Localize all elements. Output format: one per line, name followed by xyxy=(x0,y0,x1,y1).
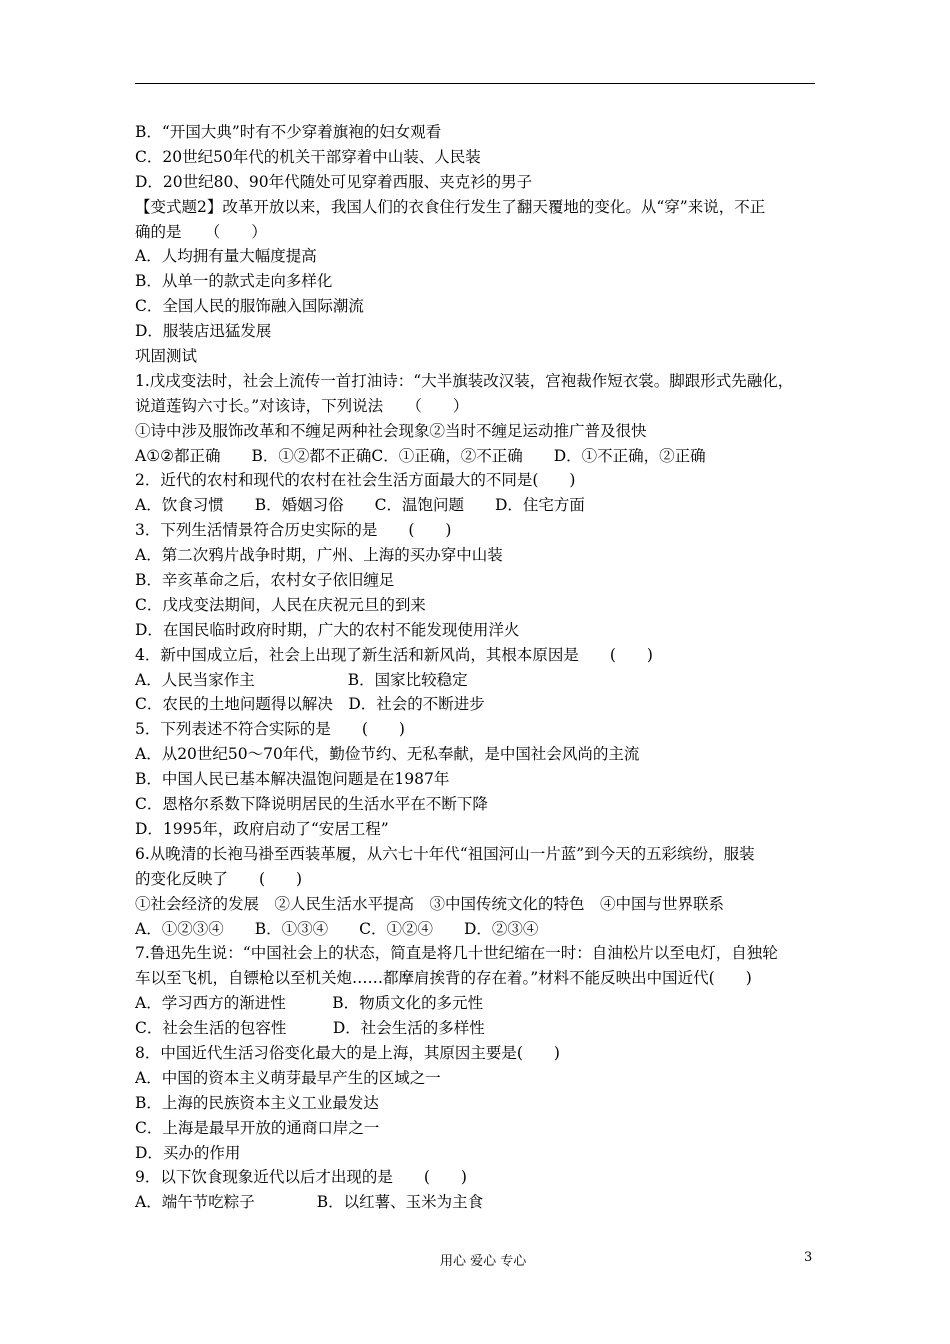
text-line: 2．近代的农村和现代的农村在社会生活方面最大的不同是( ) xyxy=(135,471,576,490)
text-line: A．人民当家作主 B．国家比较稳定 xyxy=(135,670,468,689)
text-line: 7.鲁迅先生说：“中国社会上的状态，简直是将几十世纪缩在一时：自油松片以至电灯，自独轮 xyxy=(135,944,778,963)
text-line: B．“开国大典”时有不少穿着旗袍的妇女观看 xyxy=(135,123,442,141)
text-line: 9．以下饮食现象近代以后才出现的是 ( ) xyxy=(135,1168,467,1187)
text-line: 4．新中国成立后，社会上出现了新生活和新风尚，其根本原因是 ( ) xyxy=(135,645,653,664)
text-line: D．服装店迅猛发展 xyxy=(135,322,272,341)
text-line: C．社会生活的包容性 D．社会生活的多样性 xyxy=(135,1019,485,1038)
text-line: B．中国人民已基本解决温饱问题是在1987年 xyxy=(135,770,450,789)
footer-slogan: 用心 爱心 专心 xyxy=(440,1254,527,1269)
text-line: D．买办的作用 xyxy=(135,1143,241,1162)
header-rule xyxy=(135,83,815,84)
text-line: 车以至飞机，自镖枪以至机关炮……都摩肩挨背的存在着。”材料不能反映出中国近代( ) xyxy=(135,969,752,988)
text-line: A．学习西方的渐进性 B．物质文化的多元性 xyxy=(135,994,484,1013)
text-line: 8．中国近代生活习俗变化最大的是上海，其原因主要是( ) xyxy=(135,1043,560,1062)
text-line: D．1995年，政府启动了“安居工程” xyxy=(135,819,389,838)
text-line: A．饮食习惯 B．婚姻习俗 C．温饱问题 D．住宅方面 xyxy=(135,496,585,515)
text-line: 【变式题2】改革开放以来，我国人们的衣食住行发生了翻天覆地的变化。从“穿”来说，不正 xyxy=(135,197,766,216)
text-line: 3．下列生活情景符合历史实际的是 ( ) xyxy=(135,521,452,540)
text-line: C．上海是最早开放的通商口岸之一 xyxy=(135,1118,380,1137)
document-body xyxy=(135,120,825,1215)
text-line: 1.戊戌变法时，社会上流传一首打油诗：“大半旗装改汉装，宫袍裁作短衣裳。脚跟形式先融化， xyxy=(135,371,794,390)
text-line: B．上海的民族资本主义工业最发达 xyxy=(135,1093,379,1112)
text-line: D．在国民临时政府时期，广大的农村不能发现使用洋火 xyxy=(135,620,520,639)
text-line: C．全国人民的服饰融入国际潮流 xyxy=(135,297,364,316)
text-line: C．农民的土地问题得以解决 D．社会的不断进步 xyxy=(135,695,485,714)
text-line: A．人均拥有量大幅度提高 xyxy=(135,247,317,266)
text-line: A．第二次鸦片战争时期，广州、上海的买办穿中山装 xyxy=(135,546,503,565)
text-line: 说道莲钩六寸长。”对该诗，下列说法 （ ） xyxy=(135,396,469,415)
text-line: C．恩格尔系数下降说明居民的生活水平在不断下降 xyxy=(135,795,488,814)
text-line: B．辛亥革命之后，农村女子依旧缠足 xyxy=(135,571,395,590)
text-line: A．①②③④ B．①③④ C．①②④ D．②③④ xyxy=(135,919,539,938)
text-line: A．从20世纪50～70年代，勤俭节约、无私奉献，是中国社会风尚的主流 xyxy=(135,745,640,764)
text-line: A．端午节吃粽子 B．以红薯、玉米为主食 xyxy=(135,1193,484,1212)
text-line: 巩固测试 xyxy=(135,347,198,366)
page-number: 3 xyxy=(804,1250,813,1265)
text-line: B．从单一的款式走向多样化 xyxy=(135,272,333,291)
text-line: ①诗中涉及服饰改革和不缠足两种社会现象②当时不缠足运动推广普及很快 xyxy=(135,421,647,440)
text-line: C．20世纪50年代的机关干部穿着中山装、人民装 xyxy=(135,147,481,166)
text-line: 确的是 （ ） xyxy=(135,222,267,241)
text-line: 6.从晚清的长袍马褂至西装革履，从六七十年代“祖国河山一片蓝”到今天的五彩缤纷，服装 xyxy=(135,844,755,863)
text-line: ①社会经济的发展 ②人民生活水平提高 ③中国传统文化的特色 ④中国与世界联系 xyxy=(135,894,725,913)
text-line: A①②都正确 B．①②都不正确C．①正确，②不正确 D．①不正确，②正确 xyxy=(135,446,706,465)
text-line: 的变化反映了 ( ) xyxy=(135,869,303,888)
text-line: 5．下列表述不符合实际的是 ( ) xyxy=(135,720,405,739)
text-line: A．中国的资本主义萌芽最早产生的区域之一 xyxy=(135,1068,441,1087)
text-line: C．戊戌变法期间，人民在庆祝元旦的到来 xyxy=(135,595,426,614)
text-line: D．20世纪80、90年代随处可见穿着西服、夹克衫的男子 xyxy=(135,172,533,191)
